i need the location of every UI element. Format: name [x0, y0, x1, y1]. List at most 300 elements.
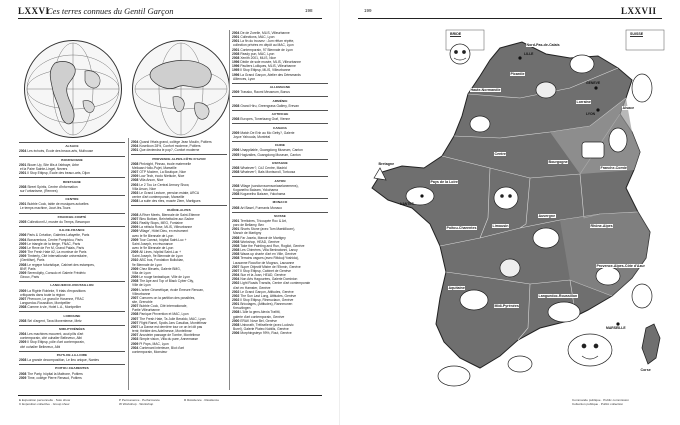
- entry-year: 2007: [131, 216, 139, 221]
- entry-text: galerie d'art contemporain, Genève: [233, 314, 285, 319]
- entry-year: 2004: [131, 144, 139, 149]
- legend-item: R Résidence · Résidence: [184, 398, 220, 402]
- entry-text: Kreuzlingen: [233, 306, 251, 311]
- entry-year: 2009: [19, 375, 27, 380]
- entry-text: Bleu Bottom, Beinheltaüre-sur-Saône: [139, 216, 194, 221]
- entry-year: 2001: [131, 221, 139, 226]
- exhibition-entry: [19, 305, 125, 309]
- entry-text: Morphingsteyn 99%, Rout, Genève: [240, 331, 292, 336]
- entry-text: Burel), Galerie Plateo Nobilis, Genève: [233, 327, 289, 332]
- city-label-lille: LILLE: [524, 52, 534, 56]
- entry-text: Serendipity, Consulo et Galerie Frédéric: [27, 270, 86, 275]
- legend-item: E Exposition personnelle · Solo show: [19, 398, 71, 402]
- entry-text: Comores on la partition des possibles,: [139, 295, 196, 300]
- entry-text: Village', Hôtel Dieu, en estrument: [139, 229, 189, 234]
- entry-text: cité ouhalier Belleveux, Albi: [20, 344, 61, 349]
- entry-text: Bricolages, (Attitudes), Rannmunen: [240, 302, 293, 307]
- section-heading: BOURGOGNE: [19, 156, 125, 162]
- entry-year: 2000: [232, 318, 240, 323]
- entry-text: Wawa up charte d'art en Ville, Genève: [240, 252, 297, 257]
- entry-text: Village (sondurvscensoniaselanemens),: [240, 183, 299, 188]
- entry-text: Le Reve de Fer M, Grand Palais, Paris: [27, 245, 84, 250]
- section-heading: MIDI-PYRÉNÉES: [19, 325, 125, 331]
- entry-year: 2007: [232, 268, 240, 273]
- entry-text: Match De Enh au Mo Getty?, Galerie: [240, 130, 295, 135]
- map-inset-label: BRIDE: [450, 32, 462, 36]
- section-heading: LANGUEDOC-ROUSSILLON: [19, 281, 125, 287]
- entry-text: Pinknight, Pinnao, école maternelle: [139, 161, 192, 166]
- entry-text: Sel d'argent, Taxa Monentense, Metz: [27, 318, 82, 323]
- globe-illustration-americas: [24, 40, 122, 138]
- entry-year: 2009: [131, 250, 139, 255]
- entry-year: 2002: [232, 297, 240, 302]
- region-label: Corse: [640, 368, 651, 372]
- section-heading: BRETAGNE: [19, 177, 125, 183]
- section-heading: JAPON: [232, 176, 328, 182]
- entry-text: Terrains vagues (avec Rifokuji Yoshida),: [240, 256, 299, 261]
- entry-year: 2005: [232, 152, 240, 157]
- entry-text: De de Zorelle, MLIS, Villeurbanne: [240, 31, 290, 35]
- region-label: Midi-Pyrénées: [494, 304, 519, 308]
- entry-year: 2002: [232, 293, 240, 298]
- entry-year: 2008: [232, 248, 240, 253]
- entry-text: Trassko, Raomi Meuseum, Bonus: [240, 90, 290, 95]
- entry-year: 2007: [131, 316, 139, 321]
- entry-year: 2009: [19, 288, 27, 293]
- entry-year: 2003: [131, 337, 139, 342]
- entry-text: BNF, Paris: [20, 266, 36, 271]
- exhibition-entry: [19, 220, 125, 224]
- region-label: Limousin: [492, 224, 509, 228]
- entry-text: contemporain, Monsieur: [132, 349, 168, 354]
- entry-year: 2009: [131, 266, 139, 271]
- right-page-roman-numeral: LXXVII: [621, 6, 657, 16]
- entry-text: Koganeiho Baizam, Yokohama: [233, 187, 278, 192]
- legend-item: Collection publique · Public collection: [572, 402, 624, 406]
- entry-year: 2006: [232, 331, 240, 336]
- entry-text: Saint Joseph, en résonance: [132, 241, 173, 246]
- entry-text: Non Arts Hagourées, Galerie Dominion: [240, 277, 298, 282]
- entry-text: Panique Pinvention et MAC, Lyon: [139, 312, 189, 317]
- entry-text: Anusteim passage de Tombe, Montélimar: [139, 333, 200, 338]
- entry-text: Bubble Cock, table de musiques actuelles: [27, 202, 89, 207]
- entry-text: Europes, Tonerlaang Graf, Vienne: [240, 117, 291, 122]
- entry-year: 2004: [19, 149, 27, 154]
- entry-year: 2009: [131, 275, 139, 280]
- entry-text: Partie Villeurbanne: [132, 308, 160, 313]
- entry-year: 2008: [131, 212, 139, 217]
- entry-year: 1996: [232, 72, 240, 77]
- exhibition-entry: [19, 149, 125, 153]
- entry-text: The Fresh Hate, Ta Julie Beraldo, MAC, Lyon: [139, 316, 206, 321]
- entry-text: Le Grand Garçon, Attitudes, Genève: [240, 289, 294, 294]
- section-heading: ESPAGNE: [232, 159, 328, 165]
- entry-text: Manoir de Martigny: [233, 231, 262, 236]
- region-label: Aquitaine: [448, 286, 465, 290]
- legend-item: W Workshop · Workshop: [119, 402, 154, 406]
- region-label: Pays de la Loire: [430, 180, 458, 184]
- entry-year: 2009: [19, 254, 27, 259]
- globe-illustration-asia: [132, 40, 230, 138]
- entry-text: d'art en Hamster, Genève: [233, 285, 271, 290]
- region-label: Franche-Comté: [600, 166, 627, 170]
- exhibition-entry: [232, 206, 328, 210]
- entry-text: Villa de Lyon: [132, 270, 151, 275]
- entry-year: 2008: [232, 235, 240, 240]
- entry-text: Dédie de sole musée, MLIS, Villeurbanne: [240, 60, 301, 65]
- entry-text: Paris & Création, Galeries Lafayette, Paris: [27, 233, 90, 238]
- entry-year: 2009: [19, 241, 27, 246]
- entry-year: 2008: [232, 205, 240, 210]
- entry-text: Comme à vie, Hotel L.A., Montpellier: [27, 305, 82, 310]
- legend-item: Commande publique · Public commission: [572, 398, 629, 402]
- entry-year: 2008: [232, 103, 240, 108]
- entry-text: parc de Bellamy, Bex: [233, 223, 264, 228]
- entry-text: Pauliers Luiliques, MLIS, Villeurbanne: [240, 64, 296, 69]
- entry-text: Giroux, Paris: [20, 275, 40, 280]
- entry-year: 2008: [19, 184, 27, 189]
- exhibition-entry: [19, 171, 125, 175]
- entry-year: 2002: [232, 281, 240, 286]
- entry-year: 2008: [232, 166, 240, 171]
- entry-year: 2008: [232, 239, 240, 244]
- section-heading: CHINE: [232, 141, 328, 147]
- entry-text: Les échoés, École des beaux-arts, Mulhouse: [27, 149, 94, 154]
- entry-text: Ready pun, MAC, Lyon: [240, 51, 275, 56]
- entry-text: Lausanne Rocuflor de Mugnus, Lausanne: [233, 260, 295, 265]
- section-heading: MONACO: [232, 198, 328, 204]
- entry-text: La Grand Garçon, Atelier des Déesmards: [240, 72, 301, 77]
- entry-year: 2008: [232, 170, 240, 175]
- exhibition-entry: [19, 206, 125, 210]
- entry-text: Il Stop Ettipsp, MLIS, Villeurbanne: [240, 68, 291, 73]
- exhibition-entry: [19, 358, 125, 362]
- entry-text: Shorts Stone (avec Tom Maeldlicorn),: [240, 227, 296, 232]
- entry-year: 2007: [19, 296, 27, 301]
- region-label: Languedoc-Roussillon: [538, 294, 578, 298]
- entry-year: 2007: [232, 264, 240, 269]
- entry-year: 2008: [232, 183, 240, 188]
- section-heading: RHÔNE-ALPES: [131, 205, 227, 211]
- city-label-marseille: MARSEILLE: [606, 326, 626, 330]
- france-map-illustration: [350, 28, 672, 404]
- entry-year: 2008: [19, 262, 27, 267]
- entry-text: Ville de Lyon: [132, 283, 151, 288]
- exhibition-entry: [232, 153, 328, 157]
- section-heading: PAYS-DE-LA-LOIRE: [19, 351, 125, 357]
- section-heading: LORRAINE: [19, 311, 125, 317]
- entry-year: 2001: [19, 202, 27, 207]
- entry-text: Xenith 2001, MLIS, Nice: [240, 55, 276, 60]
- entry-text: Light Roads Transits, Centre d'art contemporain: [240, 281, 311, 286]
- entry-text: The Ape and Top of Black Cyber City,: [139, 279, 194, 284]
- section-heading: ALSACE: [19, 142, 125, 148]
- entry-text: et la Paire Sainte-Lingel, Nevers: [20, 167, 68, 171]
- entry-year: 1996: [232, 64, 240, 69]
- entry-year: 2004: [232, 273, 240, 278]
- entry-text: Villeurbanne: [132, 291, 151, 296]
- entry-text: Whatever?, Bals Montsoroll, Tortoosa: [240, 170, 296, 175]
- entry-text: avec le 9e Biennale de Lyon: [132, 233, 174, 238]
- exhibition-entry: [232, 135, 328, 139]
- entry-year: 2002: [232, 289, 240, 294]
- section-heading: CANADA: [232, 123, 328, 129]
- entry-year: 2008: [19, 318, 27, 323]
- entry-text: Le regepe futuristique, Cabinet des estampes,: [27, 262, 95, 267]
- entry-year: 2007: [131, 304, 139, 309]
- legend-item: C Exposition collective · Group show: [19, 402, 70, 406]
- entry-text: Pi Pops, MAC, Lyon: [139, 341, 169, 346]
- entry-text: Grand Hiru, Greengrass Gallery, Erevan: [240, 103, 299, 108]
- section-heading: CENTRE: [19, 195, 125, 201]
- entry-text: Blown Up, Site illis à l'abbaye, Arbe: [27, 162, 79, 167]
- entry-year: 2009: [131, 287, 139, 292]
- right-page-folio: 199: [364, 8, 372, 13]
- entry-text: Super Objectif Mistre de l'Ebmin, Genève: [240, 264, 301, 269]
- entry-text: Il Stop Ettipsp, Cabinet de Genève: [240, 268, 291, 273]
- entry-year: 2007: [131, 170, 139, 175]
- region-label: Centre: [494, 152, 506, 156]
- entry-text: tentr, théâtre des Adelinesse, Montelimar: [132, 329, 192, 334]
- entry-text: Les Chimères, Villa Beninatonni, Lancy: [240, 248, 298, 253]
- entry-text: La fin du trouvez : Jum rêfum répète,: [240, 39, 295, 44]
- entry-text: All Lines, hôpital Saint-Luc +: [139, 250, 182, 255]
- entry-year: 2004: [232, 31, 240, 35]
- entry-year: 2004: [232, 277, 240, 282]
- entry-year: 2004: [131, 140, 139, 144]
- entry-year: 2009: [131, 225, 139, 230]
- entry-year: 2004: [19, 237, 27, 242]
- region-label: Rhône-Alpes: [590, 224, 613, 228]
- entry-text: Reality Stops, MEG, Fontaine: [139, 221, 183, 226]
- entry-year: 2009: [232, 130, 240, 135]
- header-rule: [358, 18, 662, 19]
- entry-year: 2008: [232, 243, 240, 248]
- entry-year: 2008: [232, 310, 240, 315]
- entry-year: 2005: [19, 219, 27, 224]
- exhibition-entry: [232, 77, 328, 81]
- entry-text: avec le 9e Biennale de Lyon: [132, 245, 174, 250]
- entry-text: Whatever?, CdJ Centre, Madrid: [240, 166, 287, 171]
- entry-text: Street Spirits, Centre d'information: [27, 184, 78, 189]
- entry-text: Le Grand Lecture, pension estate, ARCA: [139, 190, 200, 195]
- entry-text: Saint Joseph, 9e Biennale de Lyon: [132, 254, 183, 259]
- entry-year: 2009: [131, 237, 139, 242]
- entry-year: 2003: [131, 190, 139, 195]
- exhibition-entry: [19, 376, 125, 380]
- entry-text: OTP Modern, La Boutique, Nice: [139, 170, 187, 175]
- entry-year: 2009: [19, 340, 27, 345]
- section-heading: ARMÉNIE: [232, 96, 328, 102]
- entry-year: 2009: [232, 90, 240, 95]
- entry-text: La nébula Rose, MLIS, Villeurbanne: [139, 225, 193, 230]
- exhibition-entry: [232, 90, 328, 94]
- entry-text: Le 2 Tou Le Central Armory Show,: [139, 182, 190, 187]
- column-divider: [229, 30, 230, 390]
- section-heading: AUTRICHE: [232, 110, 328, 116]
- entry-text: Collections, MAC, Lyon: [240, 35, 275, 40]
- section-heading: ALLEMAGNE: [232, 83, 328, 89]
- entry-year: 2009: [19, 270, 27, 275]
- map-inset-label: SUISSE: [630, 32, 644, 36]
- entry-text: Il Stop Ettipsp, Rinmuclaun, Genève: [240, 297, 294, 302]
- exhibition-list-column-2: [131, 140, 227, 392]
- exhibition-entry: [131, 148, 227, 152]
- entry-text: critiquants dans toute la région: [20, 292, 65, 297]
- left-page-roman-numeral: LXXVI: [18, 6, 50, 16]
- region-label: Bourgogne: [548, 160, 568, 164]
- region-label: Bretagne: [378, 162, 395, 166]
- exhibition-entry: [19, 345, 125, 349]
- region-label: Nord-Pas-de-Calais: [526, 43, 560, 47]
- exhibition-entry: [232, 104, 328, 108]
- entry-year: 2003: [131, 182, 139, 187]
- exhibition-list-column-3: [232, 31, 328, 391]
- entry-year: 2008: [232, 252, 240, 257]
- entry-text: Le rouge fantastique, Ville de Lyon: [139, 275, 190, 280]
- entry-text: Unborath, Trélisellerie (avec Ludovic: [240, 322, 294, 327]
- entry-year: 2008: [131, 279, 139, 284]
- entry-year: 2007: [131, 320, 139, 325]
- entry-text: Joyce Yahouda, Montréal: [233, 134, 271, 139]
- entry-year: 2001: [131, 148, 139, 153]
- entry-text: Les machines mouvent, aout pilis d'art: [27, 332, 84, 337]
- entry-year: 2009: [131, 174, 139, 179]
- entry-year: 1996: [232, 60, 240, 65]
- section-heading: ILE-DE-FRANCE: [19, 226, 125, 232]
- entry-text: Villa Arson, Nice: [139, 178, 164, 183]
- entry-text: collection privées en dépôt au MAC, Lyon: [233, 43, 294, 48]
- region-label: Lorraine: [576, 100, 591, 104]
- exhibition-entry: [19, 189, 125, 193]
- entry-text: Le triangle de la tierge, FNAC, Paris: [27, 241, 81, 246]
- exhibition-entry: [232, 192, 328, 196]
- entry-text: Low Tech, écolo Nietiude, Nice: [139, 174, 185, 179]
- entry-text: sur l'urbanisme, (Rennes): [20, 188, 58, 193]
- entry-year: 2001: [19, 162, 27, 167]
- exhibition-entry: [232, 117, 328, 121]
- region-label: Provence-Alpes-Côte d'Azur: [596, 264, 645, 268]
- entry-text: site, Grenoble: [132, 300, 153, 304]
- footer-rule: [18, 395, 322, 396]
- entry-text: ERAK Nove Bel, Genève: [240, 318, 277, 323]
- entry-text: Take the Painting and Run, Rogilot, Genève: [240, 243, 305, 248]
- entry-year: 2001: [232, 47, 240, 52]
- entry-text: Unappliable, Guangdong Museum, Canton: [240, 148, 303, 153]
- exhibition-entry: [131, 350, 227, 354]
- exhibition-entry: [19, 275, 125, 279]
- entry-year: 2001: [232, 227, 240, 232]
- entry-text: contemporain, cité ouhalier Belleveux, Albi: [20, 336, 82, 341]
- entry-text: Languedoc-Roussillon, Montpellier: [20, 301, 71, 305]
- section-heading: FRANCHE-COMTÉ: [19, 213, 125, 219]
- entry-year: 2010: [131, 258, 139, 263]
- region-label: Poitou-Charentes: [446, 226, 477, 230]
- section-heading: POITOU-CHARENTES: [19, 364, 125, 370]
- entry-text: Hogizalies, Guangdong Museum, Canton: [240, 152, 301, 157]
- entry-year: 2009: [131, 229, 139, 234]
- left-page-folio: 198: [305, 8, 313, 13]
- entry-year: 2004: [131, 345, 139, 350]
- entry-text: Flight Ranel, Spoils Jars Casullas, Montélimar: [139, 320, 207, 325]
- entry-text: L'arbre Géométique, école Émeure Renoan,: [139, 287, 204, 292]
- entry-text: Time, collège Pierre Renaud, Poitiers: [27, 375, 82, 380]
- entry-text: Que deviendra le pop?, Confort moderne: [139, 148, 200, 153]
- entry-year: 2001: [232, 39, 240, 44]
- entry-year: 2008: [131, 312, 139, 317]
- region-label: Auvergne: [538, 214, 556, 218]
- exhibition-list-column-1: [19, 140, 125, 392]
- entry-year: 2008: [19, 358, 27, 363]
- entry-year: 2008: [232, 51, 240, 56]
- city-label-nantes: NANTES: [400, 202, 414, 206]
- entry-text: Il Stop Ettipsp, École des beaux-arts, Dijon: [27, 171, 90, 176]
- region-label: Haute-Normandie: [470, 88, 501, 92]
- entry-year: 2008: [232, 55, 240, 60]
- entry-year: 2009: [131, 341, 139, 346]
- entry-text: Contenant interieure, Biot d'art: [139, 345, 184, 350]
- entry-text: Far Joseia, Manoir de Martigny: [240, 235, 286, 240]
- entry-text: A River Meets, Biennale de Saint-Etienne: [139, 212, 200, 217]
- entry-text: Quand l'étais grand, collège Jean Moulin, Poitiers: [139, 140, 212, 144]
- entry-text: Contemporain, 97 Biennale de Lyon: [240, 47, 293, 52]
- exhibition-entry: [131, 199, 227, 203]
- entry-text: Il Stop Ettipsp, pôle d'art contemporain,: [27, 340, 85, 345]
- entry-text: Territoires, Tricoupée Roc & Art,: [240, 219, 287, 223]
- entry-text: Bonaventura, Centre Pompidou, Paris: [27, 237, 83, 242]
- entry-text: Le temps machine, Joué-lès-Tours: [20, 206, 71, 211]
- entry-year: 2008: [232, 256, 240, 261]
- section-heading: SUISSE: [232, 212, 328, 218]
- entry-text: La Rigèle Robleke, 9 étais d'expositions: [27, 288, 86, 293]
- entry-year: 2006: [19, 233, 27, 238]
- city-label-geneve: GENEVE: [586, 81, 601, 85]
- entry-text: (Gentilise), Paris: [20, 258, 45, 263]
- entry-text: Sun et la Joan, HEAD, Genève: [240, 273, 286, 278]
- entry-year: 2008: [232, 192, 240, 196]
- entry-year: 2006: [232, 148, 240, 153]
- entry-year: 2008: [232, 322, 240, 327]
- entry-text: L'Alle la gens Alexia Trafitti,: [240, 310, 281, 315]
- region-label: Picardie: [510, 72, 525, 76]
- entry-text: La suite des rites, musée Ziem, Martigues: [139, 199, 201, 204]
- exhibition-entry: [232, 331, 328, 335]
- entry-text: Villa Arson, Nice: [132, 186, 156, 191]
- entry-year: 2008: [131, 199, 139, 204]
- entry-year: 2004: [19, 332, 27, 337]
- legend-item: P Permanence · Performance: [119, 398, 160, 402]
- entry-text: Koselicon 28%, Confort moderne, Poitiers: [139, 144, 201, 149]
- entry-text: The Sun Last Long, Attitudes, Genève: [240, 293, 297, 298]
- entry-year: 2007: [131, 295, 139, 300]
- entry-text: ABC bus, Fondation Bullukian,: [139, 258, 185, 263]
- header-rule: [18, 18, 322, 19]
- entry-year: 2001: [232, 219, 240, 223]
- entry-year: 1995: [232, 68, 240, 73]
- exhibition-entry: [19, 319, 125, 323]
- column-divider: [128, 138, 129, 390]
- entry-year: 2007: [131, 333, 139, 338]
- entry-text: centre d'art contemporain, Marseille: [132, 195, 185, 200]
- entry-text: Collectionn'U, musée du Temps, Besançon: [27, 219, 91, 224]
- entry-text: Koganeiho Baizam, Yokohama: [240, 192, 286, 196]
- entry-year: 2008: [131, 161, 139, 166]
- entry-text: Timberly, Cité internationale universitaire,: [27, 254, 88, 259]
- region-label: Alsace: [622, 106, 635, 110]
- city-label-lyon: LYON: [586, 112, 596, 116]
- left-page-title: Ces terres connues du Gentil Garçon: [47, 6, 174, 16]
- entry-text: Tour Cannut, hôpital Saint-Luc +: [139, 237, 187, 242]
